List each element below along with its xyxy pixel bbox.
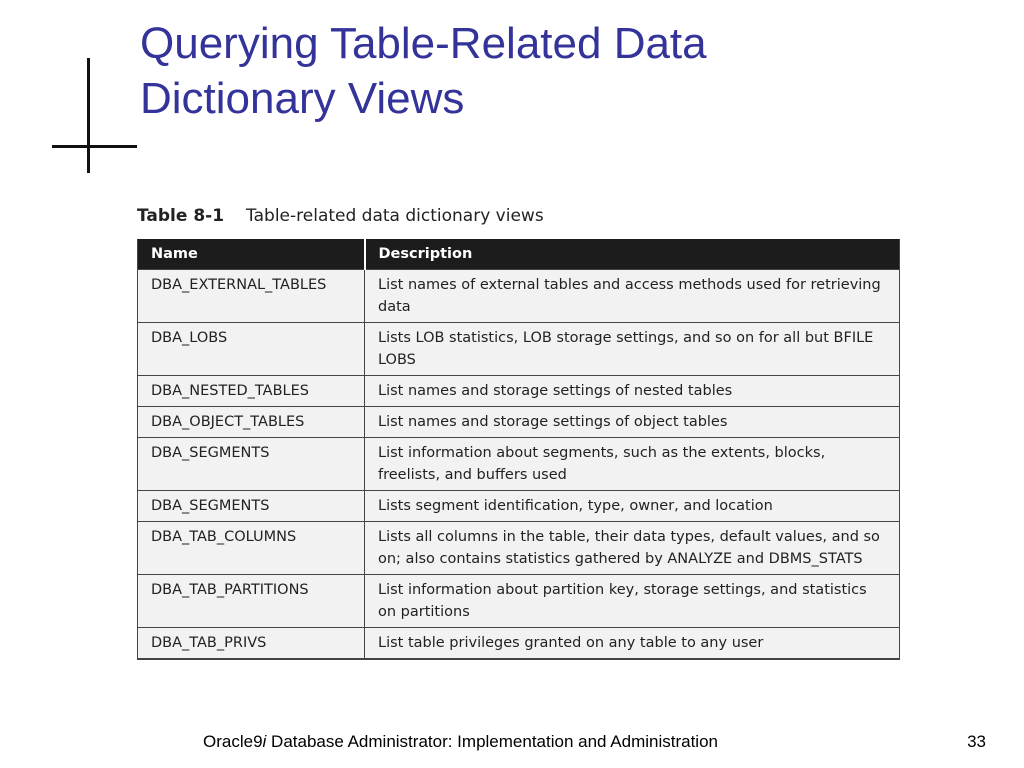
table-row bbox=[138, 628, 900, 660]
decorative-horizontal-rule bbox=[52, 145, 137, 148]
cell-description: List table privileges granted on any table to any user bbox=[365, 628, 900, 660]
table-row bbox=[138, 323, 900, 376]
table-row bbox=[138, 407, 900, 438]
cell-name: DBA_TAB_PARTITIONS bbox=[138, 575, 365, 628]
table-row bbox=[138, 575, 900, 628]
slide-footer bbox=[203, 732, 718, 752]
data-dictionary-table bbox=[137, 239, 900, 660]
cell-name: DBA_OBJECT_TABLES bbox=[138, 407, 365, 438]
cell-description: Lists segment identification, type, owner, and location bbox=[365, 491, 900, 522]
table-row bbox=[138, 522, 900, 575]
cell-name: DBA_EXTERNAL_TABLES bbox=[138, 270, 365, 323]
cell-name: DBA_SEGMENTS bbox=[138, 438, 365, 491]
cell-description: List information about segments, such as the extents, blocks, freelists, and buffers used bbox=[365, 438, 900, 491]
cell-description: List information about partition key, storage settings, and statistics on partitions bbox=[365, 575, 900, 628]
slide-title bbox=[140, 16, 960, 126]
cell-name: DBA_LOBS bbox=[138, 323, 365, 376]
table-header-row bbox=[138, 239, 900, 270]
table-caption bbox=[137, 206, 544, 226]
cell-description: List names of external tables and access methods used for retrieving data bbox=[365, 270, 900, 323]
table-row bbox=[138, 270, 900, 323]
cell-description: Lists LOB statistics, LOB storage settings, and so on for all but BFILE LOBS bbox=[365, 323, 900, 376]
decorative-vertical-rule bbox=[87, 58, 90, 173]
slide-title-line-2: Dictionary Views bbox=[140, 74, 465, 123]
table-row bbox=[138, 491, 900, 522]
table-row bbox=[138, 438, 900, 491]
slide-title-line-1: Querying Table-Related Data bbox=[140, 19, 707, 68]
cell-name: DBA_NESTED_TABLES bbox=[138, 376, 365, 407]
footer-product: Oracle9 bbox=[203, 732, 263, 751]
cell-description: List names and storage settings of object tables bbox=[365, 407, 900, 438]
column-header-name: Name bbox=[138, 239, 365, 270]
cell-name: DBA_TAB_PRIVS bbox=[138, 628, 365, 660]
footer-product-suffix: i bbox=[262, 732, 267, 751]
table-row bbox=[138, 376, 900, 407]
table-caption-text: Table-related data dictionary views bbox=[246, 206, 544, 226]
cell-description: List names and storage settings of nested tables bbox=[365, 376, 900, 407]
page-number: 33 bbox=[967, 732, 986, 751]
footer-text: Database Administrator: Implementation and Administration bbox=[266, 732, 718, 751]
cell-name: DBA_SEGMENTS bbox=[138, 491, 365, 522]
cell-name: DBA_TAB_COLUMNS bbox=[138, 522, 365, 575]
cell-description: Lists all columns in the table, their data types, default values, and so on; also contains statistics gathered by ANALYZE and DBMS_STATS bbox=[365, 522, 900, 575]
table-caption-label: Table 8-1 bbox=[137, 206, 225, 226]
column-header-description: Description bbox=[365, 239, 900, 270]
